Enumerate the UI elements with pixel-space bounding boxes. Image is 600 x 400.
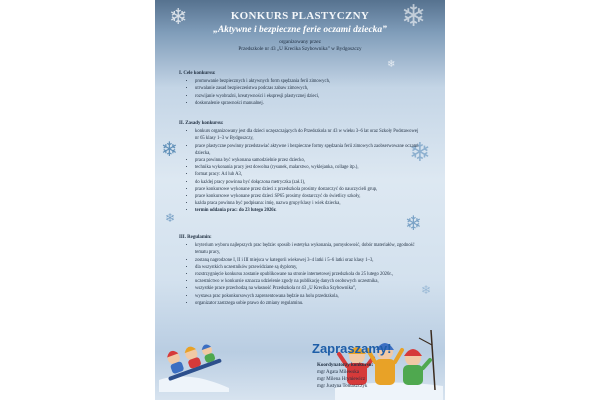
snowflake-icon: ❄: [405, 213, 422, 235]
snowflake-icon: ❄: [161, 139, 178, 161]
section-heading: I. Cele konkursu:: [179, 71, 216, 76]
snowflake-icon: ❄: [165, 211, 176, 225]
section-regulations: [179, 234, 419, 307]
section-heading: II. Zasady konkursu:: [179, 121, 224, 126]
list-item: • utrwalanie zasad bezpieczeństwa podczas zabaw zimowych,: [195, 85, 419, 92]
list-item: • praca powinna być wykonana samodzielnie przez dziecko,: [195, 157, 419, 164]
snowflake-icon: ❄: [409, 138, 431, 167]
coordinator-name: mgr Milena Hryniewicz: [317, 377, 366, 382]
list-item: • rozstrzygnięcie konkursu zostanie opublikowane na stronie internetowej przedszkola do 25 lutego 2026r.,: [195, 271, 419, 278]
list-item: • rozwijanie wyobraźni, kreatywności i ekspresji plastycznej dzieci,: [195, 93, 419, 100]
list-item: • dla wszystkich uczestników przewidziane są dyplomy,: [195, 264, 419, 271]
list-item: • wszystkie prace przechodzą na własność Przedszkola nr 43 „U Krecika Szybownika”,: [195, 285, 419, 292]
contest-poster: [155, 0, 445, 400]
list-item: • do każdej pracy powinna być dołączona metryczka (zał.1),: [195, 179, 419, 186]
section-goals: [179, 70, 419, 107]
section-heading: III. Regulamin:: [179, 235, 212, 240]
coordinators-block: [317, 362, 373, 390]
snowflake-icon: ❄: [421, 283, 432, 297]
coordinator-name: mgr Justyna Tomaszczyk: [317, 384, 368, 389]
list-item: • prace konkursowe wykonane przez dzieci SP65 prosimy dostarczyć do świetlicy szkoły,: [195, 193, 419, 200]
list-item: • zostaną nagrodzone I, II i III miejsca w kategorii wiekowej 3–4 latki i 5–6 latki oraz klasy 1–3,: [195, 257, 419, 264]
list-item: • promowanie bezpiecznych i aktywnych form spędzania ferii zimowych,: [195, 78, 419, 85]
sledding-kids-illustration: [159, 330, 229, 392]
list-item: • termin oddania prac: do 23 lutego 2026r.: [195, 207, 419, 214]
list-item: • każda praca powinna być podpisana: imię, nazwa grupy/klasy i wiek dziecka,: [195, 200, 419, 207]
list-item: • prace plastyczne powinny przedstawiać aktywne i bezpieczne formy spędzania ferii zimowych zaobserwowane oczami dziecka,: [195, 143, 419, 157]
coordinators-heading: Koordynatorzy konkursu:: [317, 363, 374, 368]
poster-title: KONKURS PLASTYCZNY: [230, 10, 370, 22]
list-item: • kryterium wyboru najlepszych prac będzie: sposób i estetyka wykonania, pomysłowość, dobór materiałów, zgodność tematu pracy,: [195, 242, 419, 256]
list-item: • technika wykonania pracy jest dowolna (rysunek, malarstwo, wyklejanka, collage itp.),: [195, 164, 419, 171]
snowflake-icon: ❄: [169, 4, 188, 29]
list-item: • konkurs organizowany jest dla dzieci uczęszczających do Przedszkola nr 43 w wieku 3–6 lat oraz Szkoły Podstawowej nr 65 klasy 1–3 w Bydgoszczy,: [195, 128, 419, 142]
list-item: • doskonalenie sprawności manualnej.: [195, 100, 419, 107]
list-item: • wystawa prac pokonkursowych zaprezentowana będzie na holu przedszkola,: [195, 293, 419, 300]
coordinator-name: mgr Agata Milewska: [317, 370, 359, 375]
organizer-name: Przedszkole nr 43 „U Krecika Szybownika” w Bydgoszczy: [238, 46, 362, 52]
organizer-line: organizowany przez: [279, 39, 321, 45]
section-rules: [179, 120, 419, 215]
snowflake-icon: ❄: [401, 0, 427, 33]
invite-heading: Zapraszamy!: [312, 341, 392, 356]
poster-subtitle: „Aktywne i bezpieczne ferie oczami dziecka”: [213, 25, 387, 35]
list-item: • format pracy: A4 lub A3,: [195, 171, 419, 178]
list-item: • uczestnictwo w konkursie oznacza udzielenie zgody na publikację danych osobowych uczestnika,: [195, 278, 419, 285]
list-item: • organizator zastrzega sobie prawo do zmiany regulaminu.: [195, 300, 419, 307]
snowflake-icon: ❄: [387, 59, 396, 70]
list-item: • prace konkursowe wykonane przez dzieci z przedszkola prosimy dostarczyć do nauczycieli grup,: [195, 186, 419, 193]
